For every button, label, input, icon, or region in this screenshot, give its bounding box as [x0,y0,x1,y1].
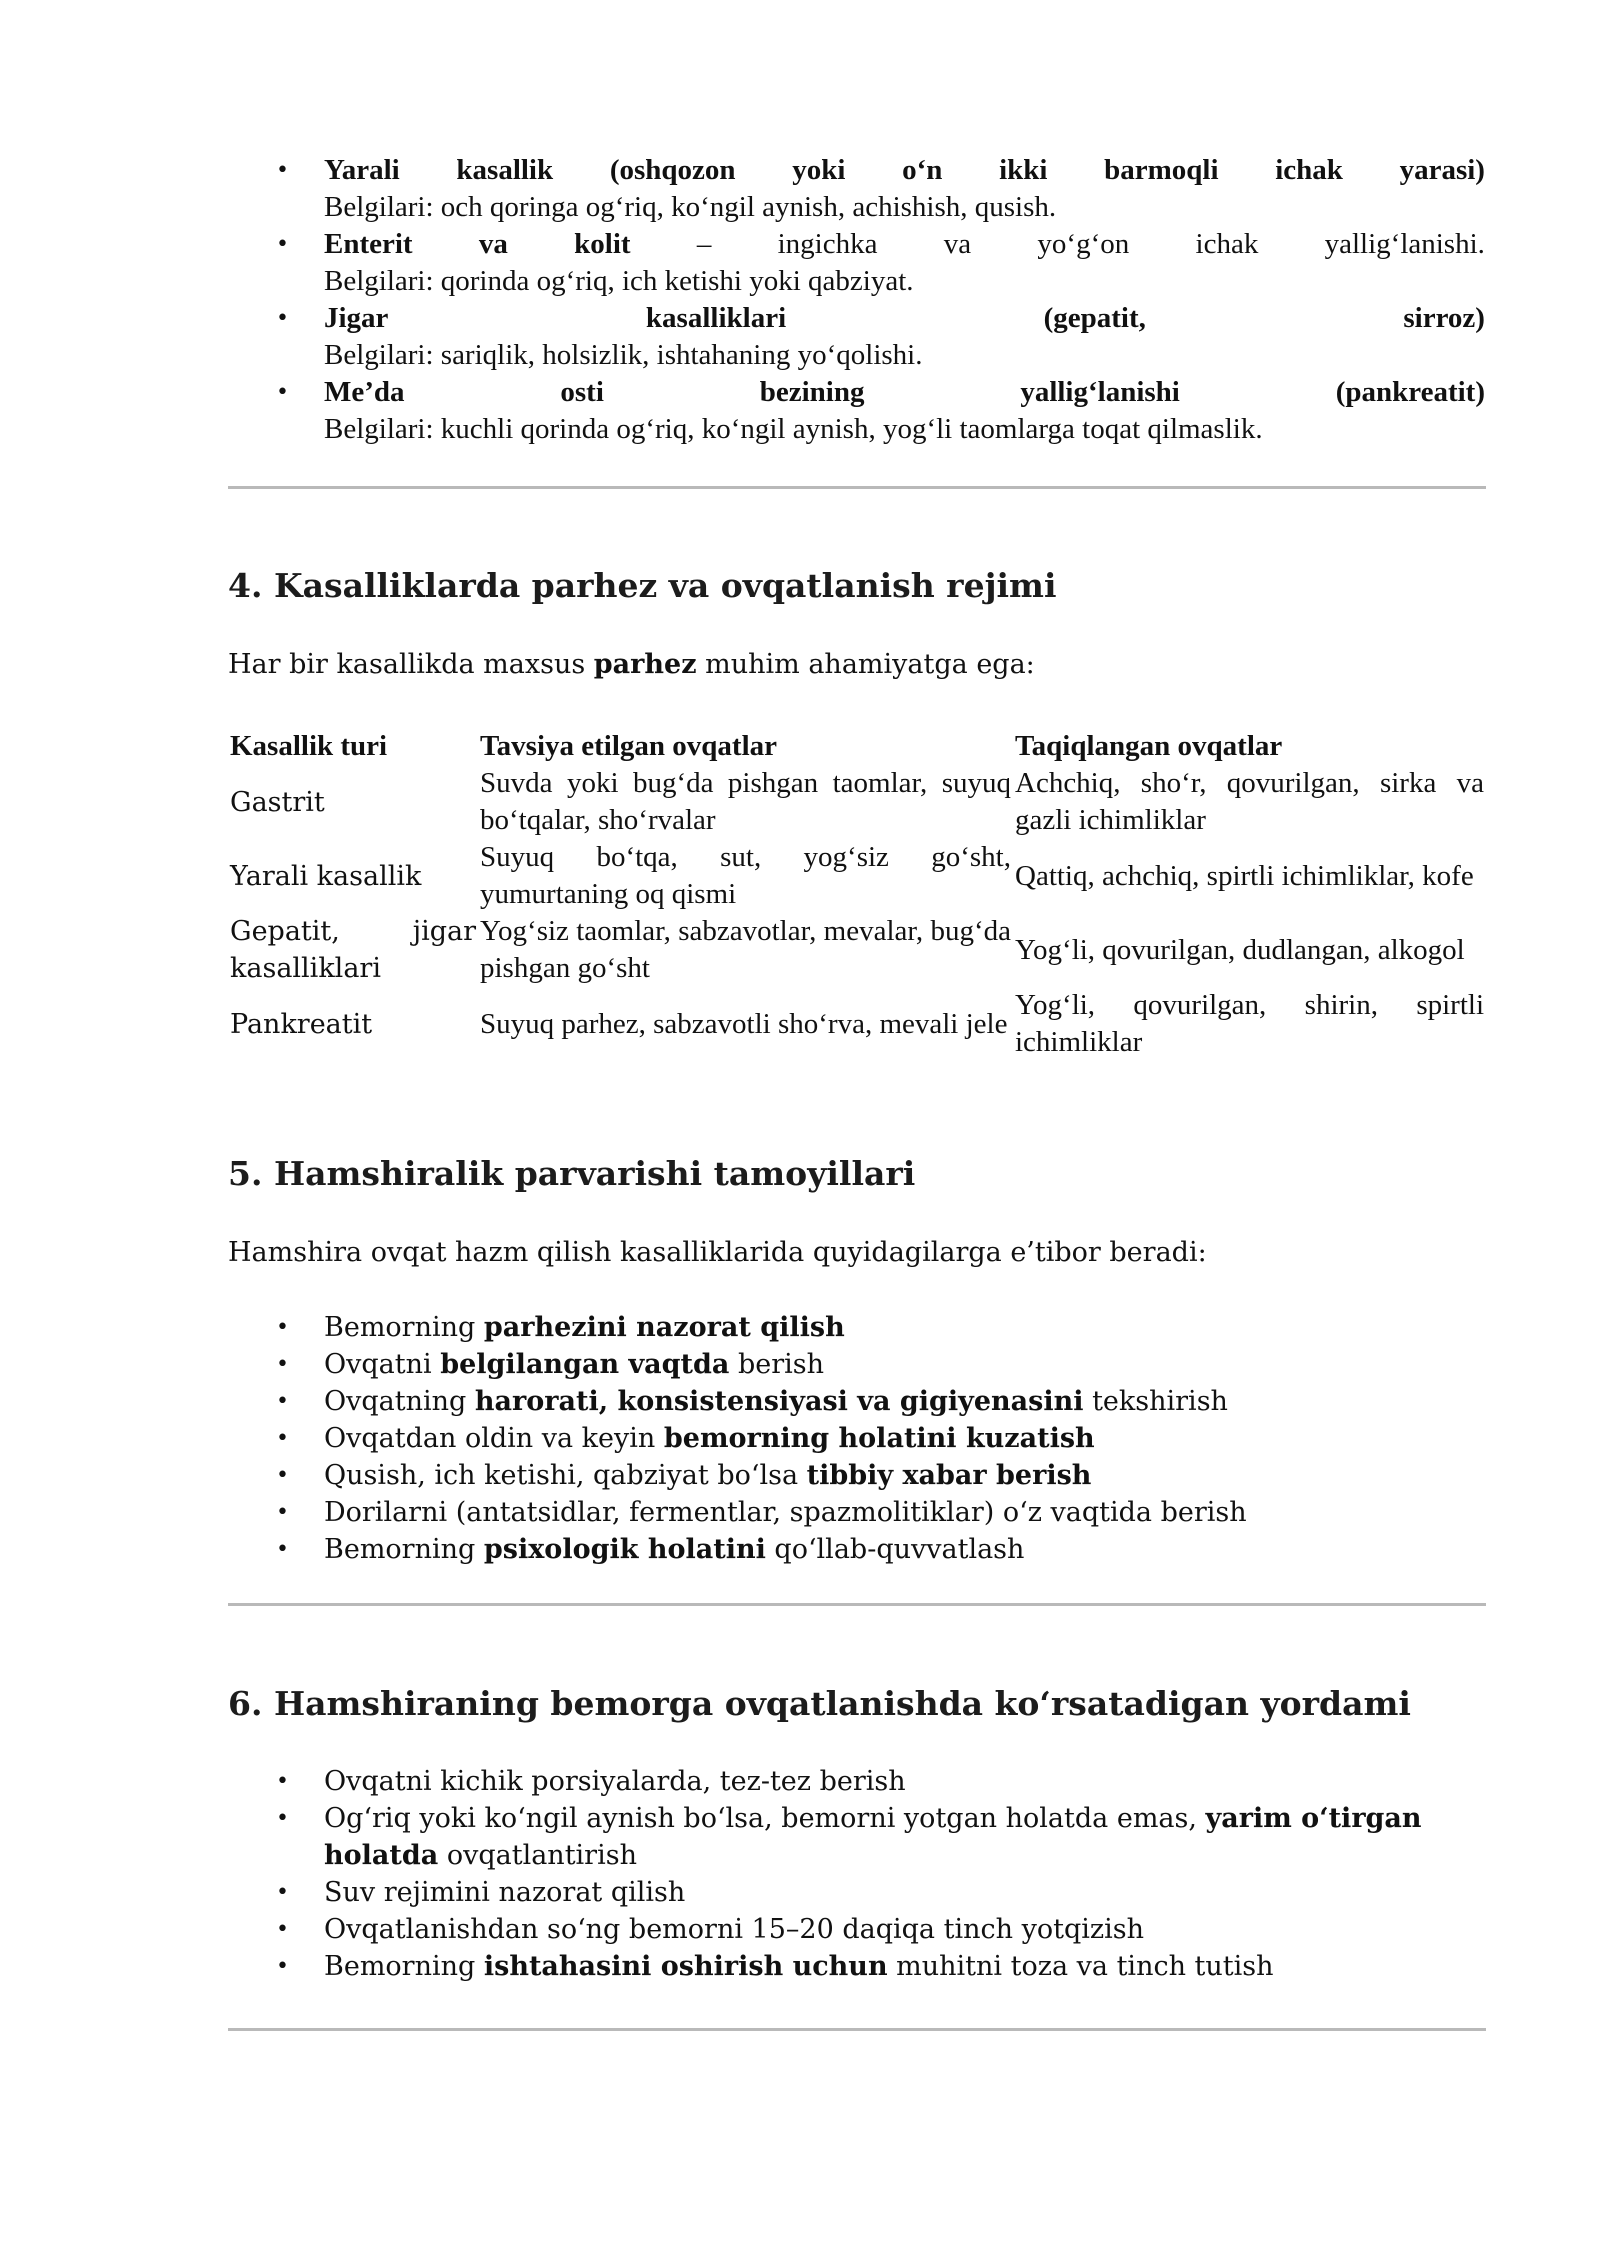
section-heading: 6. Hamshiraning bemorga ovqatlanishda ko‘rsatadigan yordami [228,1684,1411,1723]
table-cell: Yog‘li, qovurilgan, shirin, spirtli ichimliklar [1015,989,1484,1058]
disease-title: Jigar kasalliklari (gepatit, sirroz) [324,302,1485,334]
bullet-icon: • [276,1954,289,1979]
list-item: • Bemorning parhezini nazorat qilish [274,1309,1485,1346]
list-item: • Suv rejimini nazorat qilish [274,1874,1485,1911]
disease-symptoms: Belgilari: sariqlik, holsizlik, ishtahaning yo‘qolishi. [324,339,923,371]
table-row [228,765,1486,839]
bullet-icon: • [276,1537,289,1562]
bullet-icon: • [276,1769,289,1794]
table-cell: Achchiq, sho‘r, qovurilgan, sirka va gazli ichimliklar [1015,767,1484,836]
list-item: • Qusish, ich ketishi, qabziyat bo‘lsa tibbiy xabar berish [274,1457,1485,1494]
horizontal-divider [228,1603,1486,1606]
disease-symptoms: Belgilari: och qoringa og‘riq, ko‘ngil aynish, achishish, qusish. [324,191,1057,223]
bullet-icon: • [276,1880,289,1905]
table-row [228,913,1486,987]
care-principles-list [274,1309,1485,1568]
disease-title: Enterit va kolit – ingichka va yo‘g‘on ichak yallig‘lanishi. [324,228,1485,260]
bullet-icon: • [276,1315,289,1340]
section-intro: Har bir kasallikda maxsus parhez muhim ahamiyatga ega: [228,649,1035,680]
table-cell: Pankreatit [230,1008,373,1040]
diet-table [228,723,1486,1061]
disease-title: Me’da osti bezining yallig‘lanishi (pankreatit) [324,376,1485,408]
column-header: Taqiqlangan ovqatlar [1015,730,1283,762]
column-header: Tavsiya etilgan ovqatlar [480,730,778,762]
bullet-icon: • [276,1426,289,1451]
bullet-icon: • [276,1463,289,1488]
bullet-icon: • [276,1352,289,1377]
bullet-icon: • [276,232,289,257]
table-cell: Suyuq parhez, sabzavotli sho‘rva, mevali jele [480,1007,1008,1040]
horizontal-divider [228,486,1486,489]
disease-symptoms: Belgilari: qorinda og‘riq, ich ketishi yoki qabziyat. [324,265,914,297]
table-cell: Yog‘siz taomlar, sabzavotlar, mevalar, bug‘da pishgan go‘sht [480,915,1011,984]
list-item: • Bemorning psixologik holatini qo‘llab-quvvatlash [274,1531,1485,1568]
disease-symptoms: Belgilari: kuchli qorinda og‘riq, ko‘ngil aynish, yog‘li taomlarga toqat qilmaslik. [324,413,1263,445]
list-item [274,300,1485,374]
table-row [228,987,1486,1061]
feeding-help-list [274,1763,1485,1985]
table-header-row [228,723,1486,765]
list-item [274,226,1485,300]
list-item: • Ovqatlanishdan so‘ng bemorni 15–20 daqiqa tinch yotqizish [274,1911,1485,1948]
bullet-icon: • [276,1917,289,1942]
list-item [274,152,1485,226]
list-item: • Bemorning ishtahasini oshirish uchun muhitni toza va tinch tutish [274,1948,1485,1985]
table-cell: Yarali kasallik [230,860,422,892]
table-row [228,839,1486,913]
table-cell: Suvda yoki bug‘da pishgan taomlar, suyuq bo‘tqalar, sho‘rvalar [480,767,1011,836]
bullet-icon: • [276,1806,289,1831]
list-item [274,374,1485,448]
bullet-icon: • [276,1389,289,1414]
table-cell: Suyuq bo‘tqa, sut, yog‘siz go‘sht, yumurtaning oq qismi [480,841,1011,910]
section-heading: 4. Kasalliklarda parhez va ovqatlanish rejimi [228,566,1057,605]
list-item: • Ovqatdan oldin va keyin bemorning holatini kuzatish [274,1420,1485,1457]
disease-list [274,152,1485,448]
section-intro: Hamshira ovqat hazm qilish kasalliklarida quyidagilarga e’tibor beradi: [228,1237,1207,1268]
list-item: • Ovqatning harorati, konsistensiyasi va gigiyenasini tekshirish [274,1383,1485,1420]
bullet-icon: • [276,158,289,183]
column-header: Kasallik turi [230,730,388,762]
table-cell: Gepatit, jigar kasalliklari [230,916,476,984]
disease-title: Yarali kasallik (oshqozon yoki o‘n ikki barmoqli ichak yarasi) [324,154,1485,186]
bullet-icon: • [276,380,289,405]
bullet-icon: • [276,1500,289,1525]
list-item: • Og‘riq yoki ko‘ngil aynish bo‘lsa, bemorni yotgan holatda emas, yarim o‘tirgan holatda ovqatlantirish [274,1800,1485,1874]
list-item: • Dorilarni (antatsidlar, fermentlar, spazmolitiklar) o‘z vaqtida berish [274,1494,1485,1531]
horizontal-divider [228,2028,1486,2031]
list-item: • Ovqatni kichik porsiyalarda, tez-tez berish [274,1763,1485,1800]
table-cell: Yog‘li, qovurilgan, dudlangan, alkogol [1015,933,1465,966]
table-cell: Gastrit [230,786,325,818]
table-cell: Qattiq, achchiq, spirtli ichimliklar, kofe [1015,859,1474,892]
section-heading: 5. Hamshiralik parvarishi tamoyillari [228,1154,916,1193]
bullet-icon: • [276,306,289,331]
list-item: • Ovqatni belgilangan vaqtda berish [274,1346,1485,1383]
